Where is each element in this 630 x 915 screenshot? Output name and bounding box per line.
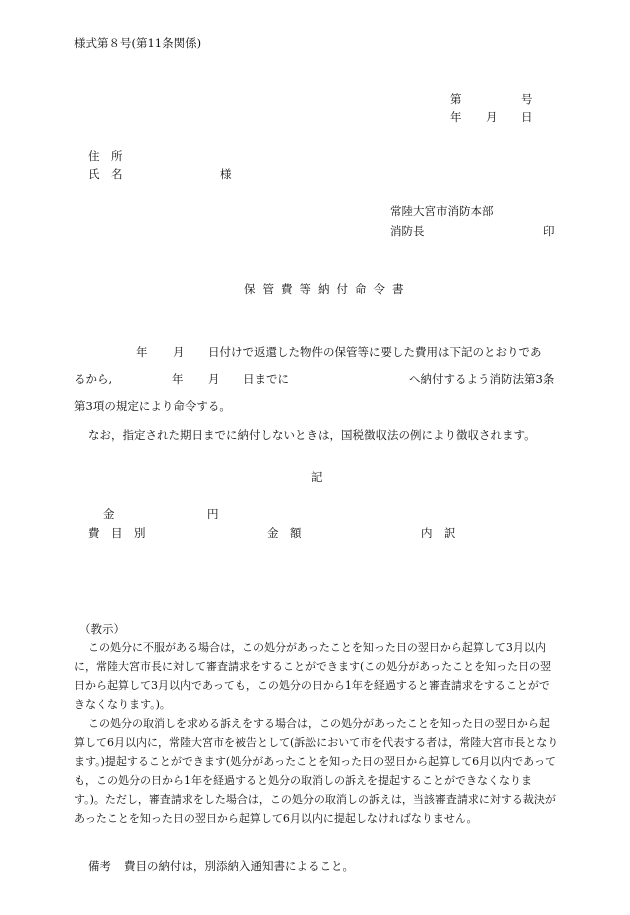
body-line1-year: 年 [136, 345, 148, 359]
body-line1-text: 日付けで返還した物件の保管等に要した費用は下記のとおりであ [208, 345, 542, 359]
body-line2-month: 月 [208, 372, 220, 386]
seal-mark: 印 [543, 224, 555, 238]
body-line2-year: 年 [172, 372, 184, 386]
ki-mark: 記 [311, 470, 323, 484]
body-line2-text: へ納付するよう消防法第3条 [409, 372, 555, 386]
issuer-title: 消防長 [390, 224, 425, 238]
document-title: 保管費等納付命令書 [244, 282, 411, 296]
notice-heading: （教示） [79, 622, 125, 636]
date-day: 日 [521, 110, 533, 124]
name-label: 氏 名 [88, 167, 123, 181]
header-amount: 金 額 [267, 526, 302, 540]
number-suffix: 号 [521, 92, 533, 106]
address-label: 住 所 [88, 149, 123, 163]
body-line2-start: るから, [74, 372, 113, 386]
body-line2-until: 日までに [243, 372, 289, 386]
notice-paragraph-1: この処分に不服がある場合は，この処分があったことを知った日の翌日から起算して3月以内に，常陸大宮市長に対して審査請求をすることができます(この処分があったことを知った日の翌日から起算して3月以内であっても，この処分の日から1年を経過すると審査請求をすることができなくなります。)。 [74, 641, 552, 711]
notice-paragraph-2: この処分の取消しを求める訴えをする場合は，この処分があったことを知った日の翌日から起算して6月以内に，常陸大宮市を被告として(訴訟において市を代表する者は，常陸大宮市長となります。)提起することができます(処分があったことを知った日の翌日から起算して6月以内であっても，この処分の日から1年を経過すると処分の取消しの訴えを提起することができなくなります。)。ただし，審査請求をした場合は，この処分の取消しの訴えは，当該審査請求に対する裁決があったことを知った日の翌日から起算して6月以内に提起しなければなりません。 [74, 717, 559, 825]
remarks-label: 備考 [88, 859, 111, 873]
form-number: 様式第８号(第11条関係) [74, 36, 202, 50]
body-line4: なお，指定された期日までに納付しないときは，国税徴収法の例により徴収されます。 [88, 428, 536, 442]
header-category: 費 目 別 [88, 526, 146, 540]
amount-unit: 円 [207, 507, 219, 521]
issuer-organization: 常陸大宮市消防本部 [390, 204, 494, 218]
amount-label: 金 [103, 507, 115, 521]
number-prefix: 第 [450, 92, 462, 106]
date-month: 月 [486, 110, 498, 124]
honorific: 様 [220, 167, 232, 181]
remarks-text: 費目の納付は，別添納入通知書によること。 [124, 859, 354, 873]
body-line1-month: 月 [173, 345, 185, 359]
body-line3: 第3項の規定により命令する。 [74, 399, 231, 413]
header-breakdown: 内 訳 [421, 526, 456, 540]
date-year: 年 [450, 110, 462, 124]
